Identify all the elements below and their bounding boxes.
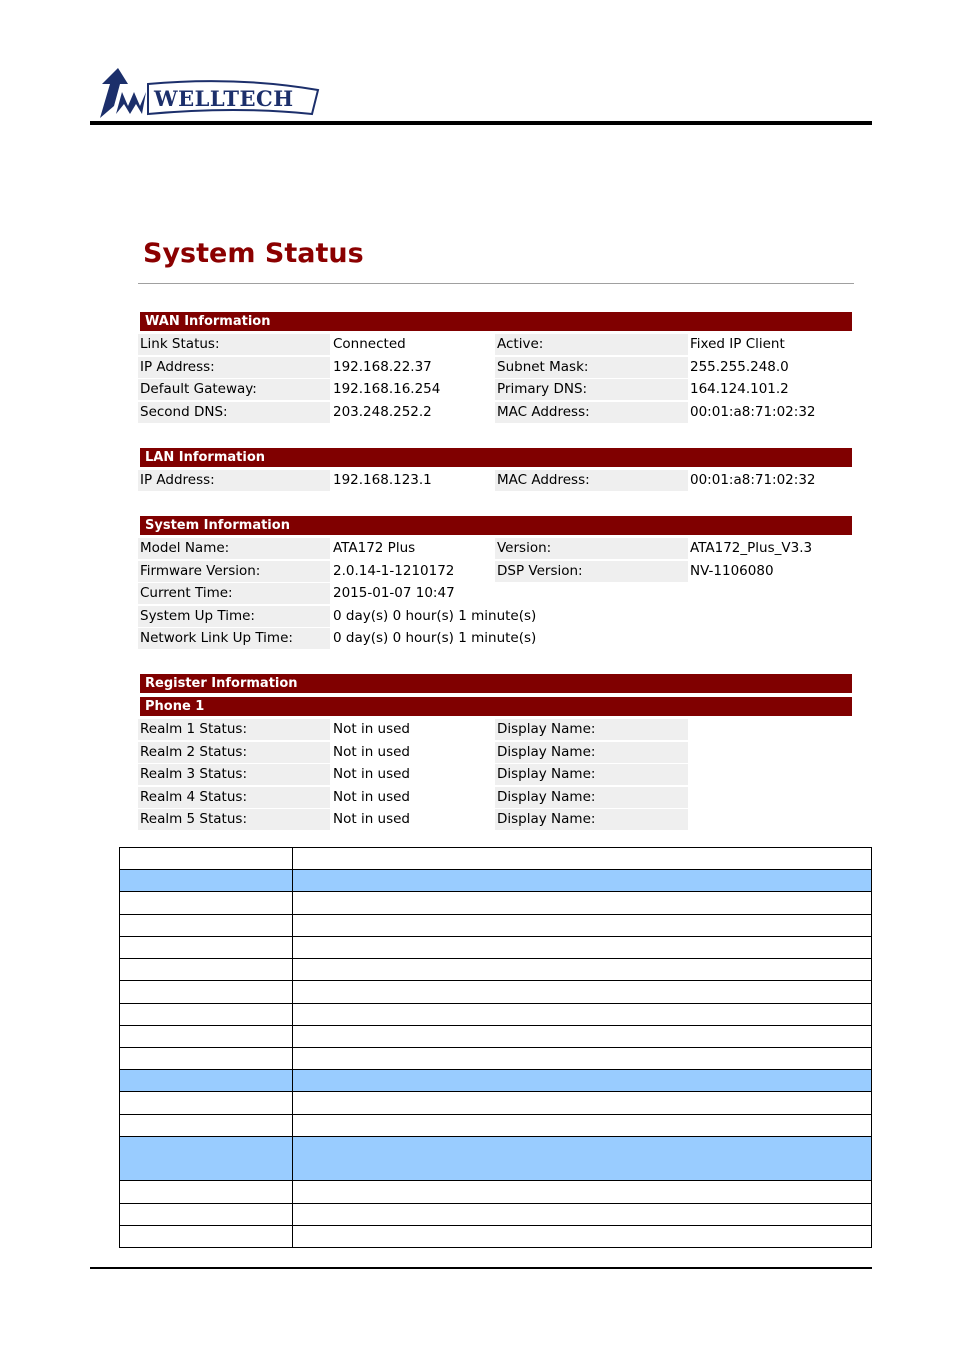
table-row <box>120 1092 872 1114</box>
wan-label: Second DNS: <box>138 402 330 423</box>
table-cell-key <box>120 1070 293 1092</box>
table-cell-desc <box>293 1070 872 1092</box>
lan-label: IP Address: <box>138 470 330 491</box>
table-row <box>120 1070 872 1092</box>
table-cell-key <box>120 1025 293 1047</box>
table-row <box>120 870 872 892</box>
description-table <box>119 847 872 1248</box>
table-cell-desc <box>293 1181 872 1203</box>
table-cell-desc <box>293 1025 872 1047</box>
system-value: ATA172 Plus <box>333 540 416 556</box>
system-value: NV-1106080 <box>690 563 774 579</box>
wan-section-header: WAN Information <box>140 312 852 331</box>
table-cell-desc <box>293 914 872 936</box>
wan-label: Primary DNS: <box>495 379 688 400</box>
table-cell-desc <box>293 1203 872 1225</box>
wan-value: 255.255.248.0 <box>690 359 789 375</box>
table-row <box>120 1203 872 1225</box>
table-cell-desc <box>293 848 872 870</box>
system-label: System Up Time: <box>138 606 330 627</box>
page-title: System Status <box>143 238 364 269</box>
table-row <box>120 1003 872 1025</box>
table-cell-key <box>120 1047 293 1069</box>
register-value: Not in used <box>333 811 411 827</box>
register-section-header: Register Information <box>140 674 852 693</box>
wan-value: Fixed IP Client <box>690 336 785 352</box>
title-divider <box>138 283 854 284</box>
wan-label: Default Gateway: <box>138 379 330 400</box>
table-row <box>120 1114 872 1136</box>
table-cell-desc <box>293 892 872 914</box>
register-value: Not in used <box>333 721 411 737</box>
system-label: Version: <box>495 538 688 559</box>
register-value <box>688 787 854 808</box>
register-label: Realm 2 Status: <box>138 742 330 763</box>
register-value: Not in used <box>333 789 411 805</box>
table-cell-desc <box>293 870 872 892</box>
table-row <box>120 1136 872 1180</box>
table-cell-key <box>120 1003 293 1025</box>
wan-label: IP Address: <box>138 357 330 378</box>
system-label: DSP Version: <box>495 561 688 582</box>
lan-section-header: LAN Information <box>140 448 852 467</box>
wan-value: 164.124.101.2 <box>690 381 789 397</box>
register-value <box>688 764 854 785</box>
wan-value: 203.248.252.2 <box>333 404 432 420</box>
system-value: 2015-01-07 10:47 <box>333 585 455 601</box>
table-cell-key <box>120 981 293 1003</box>
table-cell-desc <box>293 1225 872 1247</box>
lan-label: MAC Address: <box>495 470 688 491</box>
register-label: Realm 3 Status: <box>138 764 330 785</box>
register-value: Not in used <box>333 744 411 760</box>
table-row <box>120 914 872 936</box>
table-cell-key <box>120 1181 293 1203</box>
system-section-header: System Information <box>140 516 852 535</box>
table-cell-desc <box>293 1003 872 1025</box>
logo-text: WELLTECH <box>154 86 294 111</box>
system-label: Firmware Version: <box>138 561 330 582</box>
wan-value: 00:01:a8:71:02:32 <box>690 404 816 420</box>
table-row <box>120 936 872 958</box>
register-label: Display Name: <box>495 719 688 740</box>
system-label: Current Time: <box>138 583 330 604</box>
register-label: Realm 5 Status: <box>138 809 330 830</box>
table-cell-desc <box>293 959 872 981</box>
table-row <box>120 959 872 981</box>
table-cell-key <box>120 914 293 936</box>
wan-value: Connected <box>333 336 406 352</box>
lan-value: 192.168.123.1 <box>333 472 432 488</box>
table-cell-key <box>120 1092 293 1114</box>
system-value: 0 day(s) 0 hour(s) 1 minute(s) <box>333 608 537 624</box>
wan-label: Subnet Mask: <box>495 357 688 378</box>
table-cell-key <box>120 1136 293 1180</box>
lan-value: 00:01:a8:71:02:32 <box>690 472 816 488</box>
table-cell-key <box>120 1114 293 1136</box>
table-cell-key <box>120 959 293 981</box>
table-cell-key <box>120 848 293 870</box>
table-row <box>120 848 872 870</box>
system-value: ATA172_Plus_V3.3 <box>690 540 813 556</box>
system-value: 2.0.14-1-1210172 <box>333 563 455 579</box>
register-value <box>688 742 854 763</box>
table-cell-key <box>120 870 293 892</box>
table-cell-desc <box>293 1114 872 1136</box>
wan-label: Active: <box>495 334 688 355</box>
table-cell-desc <box>293 1047 872 1069</box>
system-label: Model Name: <box>138 538 330 559</box>
wan-label: Link Status: <box>138 334 330 355</box>
table-cell-desc <box>293 936 872 958</box>
footer-rule <box>90 1267 872 1269</box>
table-cell-key <box>120 936 293 958</box>
register-label: Display Name: <box>495 742 688 763</box>
register-value: Not in used <box>333 766 411 782</box>
table-cell-desc <box>293 1092 872 1114</box>
system-label: Network Link Up Time: <box>138 628 330 649</box>
table-row <box>120 981 872 1003</box>
table-row <box>120 892 872 914</box>
header-rule <box>90 121 872 125</box>
system-value: 0 day(s) 0 hour(s) 1 minute(s) <box>333 630 537 646</box>
register-label: Realm 1 Status: <box>138 719 330 740</box>
table-cell-desc <box>293 1136 872 1180</box>
register-value <box>688 719 854 740</box>
wan-value: 192.168.22.37 <box>333 359 432 375</box>
table-row <box>120 1025 872 1047</box>
register-label: Display Name: <box>495 787 688 808</box>
register-value <box>688 809 854 830</box>
table-cell-desc <box>293 981 872 1003</box>
table-row <box>120 1047 872 1069</box>
table-row <box>120 1225 872 1247</box>
table-cell-key <box>120 1203 293 1225</box>
register-label: Display Name: <box>495 764 688 785</box>
register-label: Display Name: <box>495 809 688 830</box>
wan-label: MAC Address: <box>495 402 688 423</box>
table-cell-key <box>120 892 293 914</box>
welltech-logo <box>96 66 326 124</box>
phone-subheader: Phone 1 <box>140 697 852 716</box>
table-cell-key <box>120 1225 293 1247</box>
register-label: Realm 4 Status: <box>138 787 330 808</box>
table-row <box>120 1181 872 1203</box>
wan-value: 192.168.16.254 <box>333 381 441 397</box>
